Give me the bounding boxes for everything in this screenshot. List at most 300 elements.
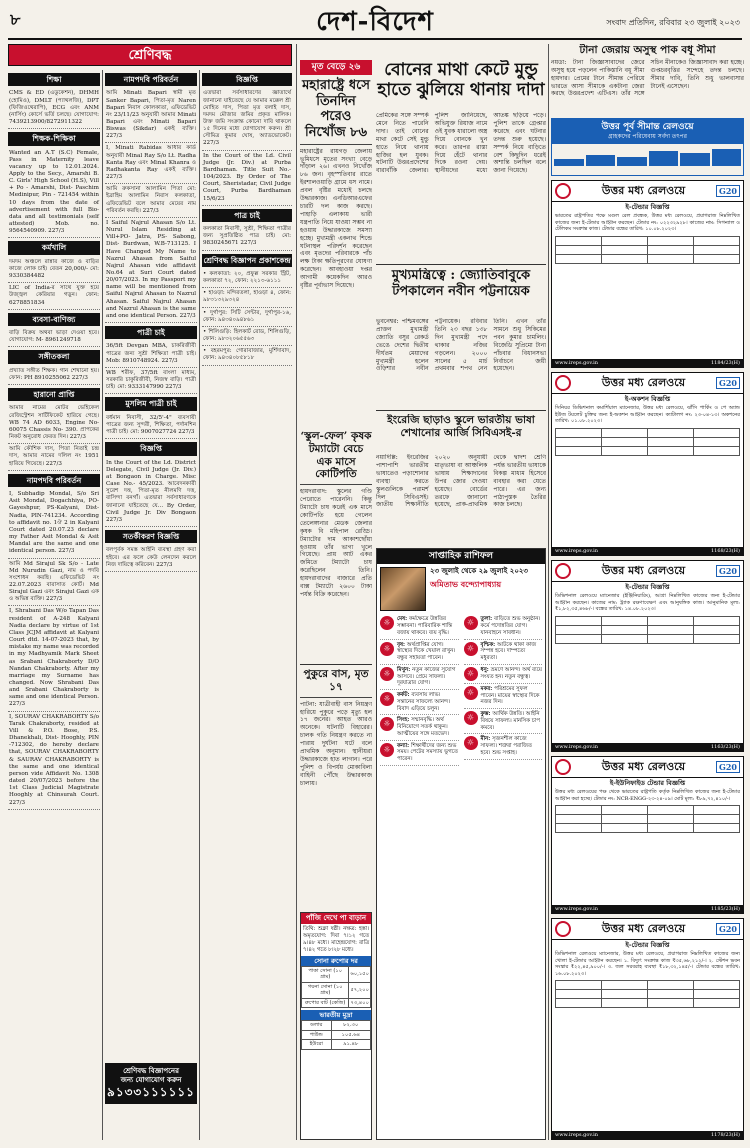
nfr-ad <box>551 118 744 176</box>
notice-table-cell <box>648 428 694 437</box>
classifieds-column-2 <box>105 70 197 1050</box>
landslide-headline: মহারাষ্ট্রে ধসে তিনদিন পরেও নিখোঁজ ৮৬ <box>302 78 370 141</box>
notice-table-cell <box>602 824 648 833</box>
rate-cell: পাউন্ড <box>302 1030 332 1040</box>
notice-body: ডিভিশনাল রেলওয়ে ম্যানেজার (ইঞ্জিনিয়ারিং), আগ্রা নিম্নলিখিত কাজের জন্য ই-টেন্ডার আহ্বান করছেন। কাজের নাম: ট্র্যাক রক্ষণাবেক্ষণ এবং আনুষঙ্গিক কাজ। আনুমানিক মূল্য: ₹১,৮২,৩৫,৪৬৮/-। বন্ধের তারিখ: ১৪.০৮.২০২৩। <box>555 593 740 613</box>
sign-prediction: নতুন কাজের সুযোগ আসবে। প্রেমে সাফল্য। দূরযাত্রার যোগ। <box>397 666 456 687</box>
gold-rate-table <box>301 966 371 1009</box>
notice-table-cell <box>648 815 694 824</box>
zodiac-icon: ☼ <box>464 686 478 700</box>
classified-ad: দমদম অঞ্চলে রান্নার কাজে ও বাড়ির কাজে লোক চাই। বেতন 20,000/- মো: 9330384482 <box>8 257 100 283</box>
panjika-box <box>300 912 372 1140</box>
sign-name: বৃশ্চিক: <box>480 641 497 648</box>
classified-ad: বলপূর্বক সমস্ত আইনি ব্যবস্থা গ্রহণ করা হইবে। এর ফলে কেউ লেনদেন করলে নিজ দায়িত্বে করিবেন। 227/3 <box>105 545 197 571</box>
rate-row <box>302 1040 371 1050</box>
panjika-title: পাঁজি দেখে পা বাড়ান <box>301 913 371 924</box>
notice-table-row <box>556 824 740 833</box>
promo-line-1: শ্রেণিবদ্ধ বিজ্ঞাপনের <box>123 1066 179 1075</box>
horoscope-text <box>481 642 543 662</box>
zodiac-icon: ☼ <box>380 642 394 656</box>
railway-logo-icon <box>555 921 571 937</box>
classified-ad: I, Subhadip Mondal, S/o Sri Asit Mondal, Dogachhiya, PO- Gayeshpur, PS-Kalyani, Dist- Nadia, PIN-741234. According to affidavit no. 1ঔ 2 in Kalyani Court dated 20.07.23 declare my Father Asit Mondal & Asit Mandal are the same and one identical person. 227/3 <box>8 489 100 558</box>
notice-table-cell <box>602 437 648 446</box>
notice-table-cell <box>602 446 648 455</box>
railway-logo-icon <box>555 183 571 199</box>
story-cbse <box>376 454 546 544</box>
bus-body: পাটনা: যাত্রীবাহী বাস নিয়ন্ত্রণ হারিয়ে পুকুরে পড়ে মৃত্যু হল ১৭ জনের। আহত আরও অনেকে। ঘটনাটি বিহারের। চালক গতি নিয়ন্ত্রণ করতে না পারায় দুর্ঘটনা ঘটে বলে প্রাথমিক অনুমান। স্থানীয়রা উদ্ধারকাজে হাত লাগান। পরে পুলিশ ও বিপর্যয় মোকাবিলা বাহিনী পৌঁছে উদ্ধারকাজ চালায়। <box>300 700 372 787</box>
horoscope-text <box>397 616 459 636</box>
classified-ad: In the Court of the Ld. Civil Judge (Jr. Div.) at Purba Bardhaman. Title Suit No.- 104/2023. By Order of The Court, Sheristadar, Civil Judge Court, Purba Bardhaman 15/6/23 <box>202 151 292 206</box>
classifieds-column-1 <box>8 70 100 1140</box>
promo-line-2: জন্য যোগাযোগ করুন <box>120 1074 182 1084</box>
classified-category-heading: শ্রেণিবদ্ধ বিজ্ঞাপন প্রকাশকেন্দ্র <box>202 254 292 267</box>
story-cbse-headline-box <box>376 414 546 452</box>
sign-prediction: সৃজনশীল কাজে সাফল্য। শত্রুরা পরাজিত হবে। শুভ সপ্তাহ। <box>480 736 532 756</box>
sign-name: সিংহ: <box>397 717 412 724</box>
notice-table-row <box>556 245 740 254</box>
notice-table-cell <box>602 254 648 263</box>
classified-ad: আমি Minati Bapari স্বামী মৃত Sanker Bapari, পিতা-মৃত Naren Bapari নিবাস কোলকাতা, এফিডেভিট নং 23/11/23 অনুযায়ী আমার Minati Bapari এবং Minati Bapari Biswas (Sikdar) একই ব্যক্তি। 227/3 <box>105 88 197 143</box>
notice-table-cell <box>556 245 602 254</box>
notice-table-cell <box>694 437 740 446</box>
notice-table-row <box>556 806 740 815</box>
rate-row <box>302 982 371 998</box>
notice-website: www.ireps.gov.in <box>555 905 598 912</box>
notice-table-row <box>556 815 740 824</box>
notice-table-cell <box>694 236 740 245</box>
horoscope-sign <box>380 614 459 639</box>
horoscope-text <box>481 686 543 706</box>
rate-cell: গয়না সোনা (১০ গ্রাম) <box>302 982 349 998</box>
classified-ad: LIC of India-র সাথে যুক্ত হয়ে উজ্জ্বল কেরিয়ার গড়ুন। ফোন: 6278851834 <box>8 283 100 309</box>
panjika-text: তিথি: শুক্লা ষষ্ঠী। নক্ষত্র: হস্তা। অমৃতযোগ: দিবা ৭।১২ গতে ৯।৪৮ মধ্যে। মাহেন্দ্রযোগ: রাত্রি ৭।৪২ গতে ৮।২৮ মধ্যে। <box>303 925 369 953</box>
classified-ad: এতদ্বারা সর্বসাধারণের জ্ঞাতার্থে জানানো যাইতেছে যে আমার মক্কেল শ্রী মোহিত দাস, পিতা মৃত বলাই দাস, দমদম মৌজার জমির প্রকৃত মালিক। উক্ত জমি সংক্রান্ত কোনো দাবি থাকলে ১৫ দিনের মধ্যে যোগাযোগ করুন। শ্রী সৌমিত্র কুমার ঘোষ, অ্যাডভোকেট। 227/3 <box>202 88 292 150</box>
notice-table-cell <box>556 437 602 446</box>
sign-prediction: বাড়িতে শুভ অনুষ্ঠান। কর্মে পদোন্নতির যোগ। যানবাহনে সাবধান। <box>480 616 541 636</box>
tomato-headline: ‘স্কুল-ফেল’ কৃষক টম্যাটো বেচে এক মাসে কোটিপতি <box>300 430 372 481</box>
notice-table <box>555 236 740 264</box>
notice-table-cell <box>648 625 694 634</box>
notice-table-cell <box>694 999 740 1008</box>
notice-website: www.ireps.gov.in <box>555 547 598 554</box>
promo-phone: ৯১৩৩১১১১১১ <box>107 1084 195 1099</box>
classified-category-heading: নামপদবি পরিবর্তন <box>105 73 197 86</box>
sister-body: প্রেমিকের সঙ্গে সম্পর্ক মেনে নিতে পারেনি দাদা। তাই বোনের মাথা কেটে সেই মুন্ডু হাতে নিয়ে থানায় হাজির হল যুবক। ঘটনাটি উত্তরপ্রদেশের বারাবাঁকি জেলার। পুলিশ জানিয়েছে, অভিযুক্ত রিয়াজ নামে ওই যুবক ধারালো অস্ত্র দিয়ে বোনকে খুন করে। তারপর রাস্তা দিয়ে হেঁটে থানার দিকে রওনা দেয়। স্থানীয়দের মধ্যে আতঙ্ক ছড়িয়ে পড়ে। পুলিশ তাকে গ্রেপ্তার করেছে এবং ঘটনার তদন্ত শুরু হয়েছে। সম্পর্ক নিয়ে বাড়িতে বেশ কিছুদিন ধরেই অশান্তি চলছিল বলে জানা গিয়েছে। <box>376 112 546 175</box>
classified-category-heading: কর্মখালি <box>8 241 100 254</box>
notice-table-cell <box>556 999 602 1008</box>
g20-logo-icon: G20 <box>716 185 740 197</box>
railway-header <box>552 757 743 778</box>
railway-name: উত্তর মধ্য রেলওয়ে <box>601 760 686 774</box>
notice-table-cell <box>648 981 694 990</box>
seema-headline: টানা জেরায় অসুস্থ পাক বধূ সীমা <box>579 44 716 56</box>
classified-ad: বাড়ি বিক্রয় অথবা ভাড়া দেওয়া হবে। যোগাযোগ: M- 8961249718 <box>8 328 100 347</box>
classified-promo <box>105 1060 197 1140</box>
notice-table-cell <box>694 616 740 625</box>
currency-table <box>301 1020 371 1050</box>
railway-header <box>552 181 743 202</box>
sister-headline: বোনের মাথা কেটে মুন্ডু হাতে ঝুলিয়ে থানায় দাদা <box>377 60 545 101</box>
notice-table-cell <box>694 981 740 990</box>
horoscope-text <box>481 711 543 731</box>
railway-notice <box>551 560 744 752</box>
sign-prediction: কর্মক্ষেত্রে উন্নতির সম্ভাবনা। পারিবারিক শান্তি বজায় থাকবে। ব্যয় বৃদ্ধি। <box>397 616 453 636</box>
classifieds-banner: শ্রেণিবদ্ধ <box>8 44 292 66</box>
rate-row <box>302 998 371 1008</box>
rate-cell: ৯১.৪৮ <box>331 1040 370 1050</box>
classified-ad: I, Minati Rabidas আধার কার্ড অনুযায়ী Minal Ray S/o Lt. Radha Kanta Ray এবং Minal Khanra ও Radhakanta Ray একই ব্যক্তি। 227/3 <box>105 143 197 184</box>
notice-code: 1168/23(H) <box>710 547 740 554</box>
edition-info: সংবাদ প্রতিদিন, রবিবার ২৩ জুলাই ২০২৩ <box>606 18 740 27</box>
notice-table <box>555 428 740 456</box>
horoscope-list <box>377 614 545 766</box>
rate-cell: ১০৫.৬৪ <box>331 1030 370 1040</box>
notice-table-cell <box>556 616 602 625</box>
notice-website: www.ireps.gov.in <box>555 359 598 366</box>
notice-table-cell <box>556 824 602 833</box>
railway-header <box>552 919 743 940</box>
classified-ad: • কলকাতা: ২০, প্রফুল্ল সরকার স্ট্রিট, কলকাতা ৭২, ফোন: ২২১৩-৬১১১ <box>202 269 292 288</box>
classified-category-heading: ব্যবসা-বাণিজ্য <box>8 313 100 326</box>
notice-table-cell <box>602 981 648 990</box>
rate-row <box>302 966 371 982</box>
notice-code: 1185/23(H) <box>710 905 740 912</box>
classified-ad: • দুর্গাপুর: সিটি সেন্টার, দুর্গাপুর-১৬, ফোন: ৯৪৩৪০৯৪৮৬১ <box>202 308 292 327</box>
notice-table-cell <box>694 815 740 824</box>
currency-title: ভারতীয় মুদ্রা <box>301 1010 371 1020</box>
notice-table-cell <box>556 815 602 824</box>
notice-table-cell <box>694 254 740 263</box>
zodiac-icon: ☼ <box>380 667 394 681</box>
notice-table-cell <box>694 446 740 455</box>
zodiac-icon: ☼ <box>380 692 394 706</box>
classified-ad: I, Shrabani Das W/o Tapan Das resident of A-248 Kalyani Nadia declare by virtue of 1st Class JCJM affidavit at Kalyani Court dtd. 14-07-2023 that, by mistake my name was recorded in my Madhyamik Mark Sheet as Srabani Chakraborty D/O Nandan Chakraborty. After my marriage my Surname has changed. Now Shrabani Das and Srabani Chakraborty is same and one identical Person. 227/3 <box>8 606 100 711</box>
classified-category-heading: শিক্ষা <box>8 73 100 86</box>
naveen-headline: মুখ্যমন্ত্রিত্বে : জ্যোতিবাবুকে টপকালেন নবীন পট্টনায়েক <box>391 268 531 299</box>
classified-category-heading: হারানো প্রাপ্তি <box>8 388 100 401</box>
notice-table-cell <box>694 625 740 634</box>
notice-table <box>555 616 740 644</box>
notice-table-row <box>556 437 740 446</box>
nfr-ad-graphic <box>552 146 743 168</box>
horoscope-box <box>376 548 546 1140</box>
railway-notice <box>551 180 744 368</box>
masthead <box>8 6 742 40</box>
zodiac-icon: ☼ <box>380 743 394 757</box>
railway-logo-icon <box>555 375 571 391</box>
notice-type: ই-টেন্ডার বিজ্ঞপ্তি <box>625 583 670 591</box>
classified-ad: কলকাতা নিবাসী, সুশ্রী, শিক্ষিতা পাত্রীর জন্য সুপ্রতিষ্ঠিত পাত্র চাই। মো: 9830245671 227/3 <box>202 224 292 250</box>
notice-table-row <box>556 236 740 245</box>
rate-cell: রুপোর বাট (কেজি) <box>302 998 349 1008</box>
classified-ad: 36/5ft Devgan MBA, চাকরিজীবী পাত্রের জন্য সুশ্রী শিক্ষিতা পাত্রী চাই। Mob: 8910748924. 227/3 <box>105 341 197 367</box>
horoscope-sign <box>380 665 459 690</box>
notice-table-row <box>556 428 740 437</box>
classified-category-heading: নামপদবি পরিবর্তন <box>8 474 100 487</box>
zodiac-icon: ☼ <box>464 642 478 656</box>
classified-ad: WB শরীফ, 37/5ft বাংলা মাধ্যম, সরকারি চাকুরিজীবী, নিজস্ব বাড়ি। পাত্রী চাই। মো: 9333147990 227/3 <box>105 368 197 394</box>
rate-cell: ৫৭,২০০ <box>349 982 371 998</box>
g20-logo-icon: G20 <box>716 565 740 577</box>
sign-prediction: পরিশ্রমের সুফল পাবেন। মায়ের স্বাস্থ্যের দিকে নজর দিন। <box>480 685 540 706</box>
notice-body: ভারতের রাষ্ট্রপতির পক্ষে মণ্ডল রেল প্রবন্ধক, উত্তর মধ্য রেলওয়ে, প্রয়াগরাজ নিম্নলিখিত কাজের জন্য ই-টেন্ডার আহ্বান করছেন। টেন্ডার নং: ০২২৩২৯২৮। কাজের নাম: সিগন্যাল ও টেলিকম সংক্রান্ত কাজ। টেন্ডার বন্ধের তারিখ: ১০.০৮.২০২৩। <box>555 213 740 233</box>
zodiac-icon: ☼ <box>464 616 478 630</box>
railway-name: উত্তর মধ্য রেলওয়ে <box>601 564 686 578</box>
notice-table-cell <box>602 990 648 999</box>
death-toll-tag: মৃত বেড়ে ২৬ <box>300 60 372 75</box>
horoscope-text <box>397 642 459 662</box>
notice-table-cell <box>648 437 694 446</box>
astrologer-photo <box>380 567 426 611</box>
railway-name: উত্তর মধ্য রেলওয়ে <box>601 184 686 198</box>
notice-table-cell <box>602 625 648 634</box>
classified-ad: আমি Md Sirajul Sk S/o - Late Md Nurudin Gazi, নাম ও পদবি সংশোধন করছি। এফিডেভিট নং 22.07.2023 বারাসাত কোর্ট। Md Sirajul Gazi এবং Sirajul Gazi এক ও অভিন্ন ব্যক্তি। 227/3 <box>8 559 100 607</box>
classified-category-heading: শিক্ষক-শিক্ষিকা <box>8 132 100 145</box>
classified-ad: প্রখ্যাত সঙ্গীত শিক্ষক। গান শেখানো হয়। ফোন: PH 8910255062 227/3 <box>8 366 100 385</box>
zodiac-icon: ☼ <box>380 616 394 630</box>
notice-table-cell <box>648 806 694 815</box>
notice-table-cell <box>648 236 694 245</box>
notice-table-row <box>556 634 740 643</box>
classified-category-heading: বিজ্ঞপ্তি <box>202 73 292 86</box>
classified-ad: আমার নামের মোটর ভেহিকেল রেজিস্ট্রেশন সার্টিফিকেট হারিয়ে গেছে। WB 74 AD 6033, Engine No- 60075 Chassis No- 390. প্রাপকের নিকট অনুরোধ ফেরত দিন। 227/3 <box>8 403 100 444</box>
page-number: ৮ <box>10 10 21 29</box>
story-seema <box>551 44 744 114</box>
rate-row <box>302 1021 371 1031</box>
notice-table-cell <box>556 981 602 990</box>
rate-cell: ৭৩,৪০০ <box>350 999 369 1006</box>
cbse-body: নয়াদিল্লি: ইংরেজির পাশাপাশি ভারতীয় ভাষাতেও পড়াশোনার ব্যবস্থা করতে স্কুলগুলিকে পরামর্শ দিল সিবিএসই। জাতীয় শিক্ষানীতি ২০২০ অনুযায়ী মাতৃভাষা বা আঞ্চলিক ভাষায় শিক্ষাদানের উপর জোর দেওয়া হয়েছে। বোর্ডের তরফে জানানো হয়েছে, প্রাক-প্রাথমিক থেকে দ্বাদশ শ্রেণি পর্যন্ত ভারতীয় ভাষাকে বিকল্প মাধ্যম হিসেবে ব্যবহার করা যেতে পারে। এর জন্য পাঠ্যপুস্তক তৈরির কাজ চলছে। <box>376 454 546 509</box>
classified-ad: আমি কৌশিক দাস, পিতা নিতাই চন্দ্র দাস, আমার নামের দলিল নং 1951 হারিয়ে গিয়েছে। 227/3 <box>8 444 100 470</box>
sign-name: কন্যা: <box>397 742 411 749</box>
railway-notice <box>551 918 744 1140</box>
notice-table-row <box>556 981 740 990</box>
rate-cell: ৬০,১৫০ <box>349 966 371 982</box>
notice-table-row <box>556 446 740 455</box>
notice-table-cell <box>602 634 648 643</box>
notice-table-row <box>556 616 740 625</box>
sign-name: তুলা: <box>480 616 494 623</box>
notice-table-cell <box>648 446 694 455</box>
horoscope-sign <box>380 640 459 665</box>
notice-footer <box>552 547 743 555</box>
notice-code: 1184/23(H) <box>710 359 740 366</box>
classified-ad: I Saiful Najrul Ahasan S/o Lt. Nurul Islam Residing at Vill+PO- Jatra, PS- Sabong, Dist- Burdwan, W.B-713125. I Have Changed My Name to Nazrul Ahasan from Saiful Najrul Ahasan vide affidavit No.64 at Suri Court dated 20/07/2023. In my Passport my name will be mentioned from Saiful Najrul Ahasan to Nazrul Ahasan. Saiful Najrul Ahasan and Nazrul Ahasan is the same and one identical Person. 227/3 <box>105 218 197 323</box>
notice-table-cell <box>556 254 602 263</box>
notice-table-row <box>556 625 740 634</box>
notice-table-cell <box>556 634 602 643</box>
notice-footer <box>552 1131 743 1139</box>
notice-footer <box>552 743 743 751</box>
notice-table-cell <box>602 806 648 815</box>
notice-table-cell <box>694 806 740 815</box>
notice-table-cell <box>602 815 648 824</box>
horoscope-sign <box>380 715 459 740</box>
classifieds-column-3 <box>202 70 292 1140</box>
bus-headline: পুকুরে বাস, মৃত ১৭ <box>303 668 369 693</box>
classified-ad: CMS & ED (এডুকেশন), DHMH (হোমিও), DMLT (প্যাথলজি), DPT (ফিজিওথেরাপি), ECG এবং ANM (নার্সিং) কোর্সে ভর্তি চলছে। যোগাযোগ: 7439213900/8272911322 <box>8 88 100 129</box>
rate-cell: ডলার <box>302 1021 332 1031</box>
classified-category-heading: সঙ্গীতকলা <box>8 350 100 363</box>
notice-body: ডিভিশনাল রেলওয়ে ম্যানেজার, উত্তর মধ্য রেলওয়ে, প্রয়াগরাজ নিম্নলিখিত কাজের জন্য খোলা ই-টেন্ডার আহ্বান করছেন। ১. বিদ্যুৎ সংক্রান্ত কাজ ₹৩৫,৬৮,২১২/-। ২. স্টেশন ভবন সংস্কার ₹২২,৪৫,৯০০/-। ৩. জল সরবরাহ ব্যবস্থা ₹১৮,৩২,১৪৫/-। টেন্ডার বন্ধের তারিখ: ১৬.০৮.২০২৩। <box>555 951 740 977</box>
sign-name: মিথুন: <box>397 666 413 673</box>
notice-table-cell <box>648 990 694 999</box>
railway-name: উত্তর মধ্য রেলওয়ে <box>601 376 686 390</box>
notice-table-cell <box>556 806 602 815</box>
notice-body: উত্তর মধ্য রেলওয়ের পক্ষ থেকে ভারতের রাষ্ট্রপতি কর্তৃক নিম্নলিখিত কাজের জন্য ই-টেন্ডার আহ্বান করা হচ্ছে। টেন্ডার নং: NCR-ENGG-২৩-২৪-০৯। মোট মূল্য: ₹৮৯,৭২,৪১০/-। <box>555 789 740 802</box>
notice-table-cell <box>602 236 648 245</box>
horoscope-text <box>397 667 459 687</box>
classified-ad: Wanted an A.T (S.C) Female, Pass in Maternity leave vacancy up to 12.01.2024. Apply to the Secy., Amarshi B. C. Girls' High School (H.S), Vill + Po - Amarshi, Dist- Paschim Medinipur, Pin - 721454 within 10 days from the date of advertisement with full Bio-data and all testimonials (self attested) Mob. no. 9564540909. 227/3 <box>8 148 100 239</box>
notice-table-cell <box>694 634 740 643</box>
horoscope-sign <box>464 684 543 709</box>
railway-logo-icon <box>555 563 571 579</box>
notice-table-cell <box>648 245 694 254</box>
notice-table-cell <box>648 999 694 1008</box>
notice-table-cell <box>602 245 648 254</box>
notice-table-cell <box>602 999 648 1008</box>
landslide-body: মহারাষ্ট্রের রায়গড় জেলায় ভূমিধসে মৃতের সংখ্যা বেড়ে দাঁড়াল ২৬। এখনও নিখোঁজ ৮৬ জন। বৃহস্পতিবার রাতে ইরশালওয়াড়ি গ্রামে ধস নামে। প্রবল বৃষ্টির মধ্যেই চলছে উদ্ধারকাজ। এনডিআরএফের চারটি দল কাজ করছে। পাহাড়ি এলাকায় ভারী যন্ত্রপাতি নিয়ে যাওয়া সম্ভব না হওয়ায় উদ্ধারকাজে সমস্যা হচ্ছে। মুখ্যমন্ত্রী একনাথ শিন্ডে ঘটনাস্থল পরিদর্শন করেছেন এবং মৃতদের পরিবারকে পাঁচ লক্ষ টাকা ক্ষতিপূরণের ঘোষণা করেছেন। আবহাওয়া দপ্তর আগামী কয়েকদিন আরও বৃষ্টির পূর্বাভাস দিয়েছে। <box>300 147 372 290</box>
notice-footer <box>552 359 743 367</box>
g20-logo-icon: G20 <box>716 377 740 389</box>
sign-name: বৃষ: <box>397 641 407 648</box>
sign-name: কর্কট: <box>397 692 412 698</box>
classified-ad: I, SOURAV CHAKRABORTY S/o Tarak Chakraborty, resided at Vill & P.O. Bose, P.S. Dhanekhali, Dist- Hooghly, PIN -712302, do hereby declare that, SOURAV CHAKRABORTY & SAURAV CHAKRABORTY is the same and one identical person vide Affidavit No. 1308 dated 20/07/2023 before the 1st Class Judicial Magistrate Hooghly at Chinsurah Court. 227/3 <box>8 712 100 810</box>
notice-table-cell <box>602 616 648 625</box>
horoscope-sign <box>380 741 459 766</box>
notice-table-cell <box>694 990 740 999</box>
classified-category-heading: সতর্কীকরণ বিজ্ঞপ্তি <box>105 530 197 543</box>
notice-table-cell <box>556 428 602 437</box>
sign-prediction: অর্থপ্রাপ্তির যোগ। স্বাস্থ্যের দিকে খেয়াল রাখুন। বন্ধুর সহায়তা পাবেন। <box>397 641 456 661</box>
sign-prediction: আটকে থাকা কাজ সম্পন্ন হবে। দাম্পত্যে মধুরতা। <box>480 641 537 661</box>
notice-type: ই-টেন্ডার বিজ্ঞপ্তি <box>625 941 670 949</box>
section-title: দেশ-বিদেশ <box>316 7 434 37</box>
horoscope-text <box>397 717 459 737</box>
railway-name: উত্তর মধ্য রেলওয়ে <box>601 922 686 936</box>
horoscope-sign <box>464 665 543 684</box>
notice-table-cell <box>556 446 602 455</box>
railway-notice <box>551 372 744 556</box>
story-sister <box>376 112 546 262</box>
notice-table-cell <box>694 824 740 833</box>
astrologer-name: অমিতাভ বন্দ্যোপাধ্যায় <box>430 579 502 589</box>
notice-type: ই-অকশন বিজ্ঞপ্তি <box>624 395 671 403</box>
notice-code: 1163/23(H) <box>710 743 740 750</box>
horoscope-text <box>397 743 459 763</box>
story-naveen-headline-box <box>376 268 546 316</box>
notice-type: ই-টেন্ডার বিজ্ঞপ্তি <box>625 203 670 211</box>
notice-type: ই-ইউনিফাইড টেন্ডার বিজ্ঞপ্তি <box>609 779 686 787</box>
classified-ad: • বহরমপুর: গোরাবাজার, মুর্শিদাবাদ, ফোন: ৯৪৩৪০৮৫৮১৮ <box>202 346 292 365</box>
zodiac-icon: ☼ <box>464 736 478 750</box>
rate-cell: পাকা সোনা (১০ গ্রাম) <box>302 966 349 982</box>
horoscope-sign <box>464 734 543 759</box>
sign-name: মকর: <box>480 685 495 692</box>
horoscope-date-range: ২৩ জুলাই থেকে ২৯ জুলাই ২০২৩ <box>430 566 528 576</box>
notice-table-row <box>556 990 740 999</box>
g20-logo-icon: G20 <box>716 761 740 773</box>
classified-ad: আমি রুকসানা আলামিন পিতা মো: ইব্রাহিম আলামিন নিবাস কলকাতা, এফিডেভিট বলে আমার মেয়ের নাম পরিবর্তন করছি। 227/3 <box>105 184 197 218</box>
notice-body: সিনিয়র ডিভিশনাল কমার্শিয়াল ম্যানেজার, উত্তর মধ্য রেলওয়ে, ঝাঁসি পার্কিং ও পে অ্যান্ড ইউজ টয়লেট চুক্তির জন্য ই-অকশন আহ্বান করছেন। ক্যাটালগ নং: ২৩-০৪-১৩। অকশনের তারিখ: ০১.০৮.২০২৩। <box>555 405 740 425</box>
sign-name: কুম্ভ: <box>480 711 493 717</box>
classified-category-heading: বিজ্ঞপ্তি <box>105 442 197 455</box>
nfr-ad-title: উত্তর পূর্ব সীমান্ত রেলওয়ে <box>601 122 694 132</box>
classified-category-heading: মুসলিম পাত্রী চাই <box>105 397 197 410</box>
notice-table-cell <box>602 428 648 437</box>
notice-code: 1178/23(H) <box>710 1131 740 1138</box>
notice-table-cell <box>556 236 602 245</box>
notice-table-cell <box>556 625 602 634</box>
horoscope-sign <box>380 690 459 715</box>
classified-ad: • হাওড়া: মন্দিরতলা, হাওড়া ৪, ফোন: ৯৮৩১৩২৯৩২৪ <box>202 288 292 307</box>
sign-name: মীন: <box>480 736 493 743</box>
horoscope-text <box>481 736 543 756</box>
classified-category-heading: পাত্র চাই <box>202 209 292 222</box>
sign-prediction: ভ্রমণে আনন্দ। অর্থ ব্যয়ে সংযত হন। নতুন বন্ধুত্ব। <box>480 666 542 680</box>
notice-table <box>555 805 740 833</box>
rate-cell: ইউরো <box>302 1040 332 1050</box>
railway-header <box>552 561 743 582</box>
zodiac-icon: ☼ <box>464 711 478 725</box>
classified-ad: • শিলিগুড়ি: হিলকার্ট রোড, শিলিগুড়ি, ফোন: ৯৮৩২০৬৫৫৬৩ <box>202 327 292 346</box>
classified-ad: বর্ধমান নিবাসী, 32/5'-4" ব্যবসায়ী পাত্রের জন্য সুন্দরী, শিক্ষিতা, পর্দানশিন পাত্রী চাই। মো: 9007027724 227/3 <box>105 413 197 439</box>
seema-body: নয়ডা: টানা জিজ্ঞাসাবাদের জেরে অসুস্থ হয়ে পড়লেন পাকিস্তানি বধূ সীমা হায়দার। প্রেমের টানে সীমান্ত পেরিয়ে ভারতে আসা সীমাকে একটানা জেরা করছে উত্তরপ্রদেশ এটিএস। তাঁর সঙ্গে সচিন মীনাকেও জিজ্ঞাসাবাদ করা হচ্ছে। গুপ্তচরবৃত্তির সন্দেহে তদন্ত চলছে। সীমার দাবি, তিনি শুধু ভালবাসার টানেই এসেছেন। <box>551 58 744 98</box>
zodiac-icon: ☼ <box>380 717 394 731</box>
notice-table-cell <box>648 824 694 833</box>
tomato-body: হায়দরাবাদ: স্কুলের গণ্ডি পেরোতে পারেননি। কিন্তু টম্যাটো চাষ করেই এক মাসে কোটিপতি হয়ে গেলেন তেলেঙ্গানার মেডক জেলার কৃষক বি মহিপাল রেড্ডি। টম্যাটোর দাম আকাশছোঁয়া হওয়ায় তাঁর ভাগ্য খুলে গিয়েছে। প্রায় আট একর জমিতে টম্যাটো চাষ করেছিলেন তিনি। হায়দরাবাদের বাজারে প্রতি বাক্স টম্যাটো ২৬০০ টাকা পর্যন্ত বিক্রি করেছেন। <box>300 488 372 598</box>
nfr-ad-subtitle: গ্রাহকদের পরিষেবায় সর্বদা তৎপর <box>608 133 687 141</box>
notice-footer <box>552 905 743 913</box>
g20-logo-icon: G20 <box>716 923 740 935</box>
zodiac-icon: ☼ <box>464 667 478 681</box>
sign-prediction: আর্থিক উন্নতি। আইনি বিষয়ে সাফল্য। মানসিক চাপ কমবে। <box>480 711 540 731</box>
notice-table-row <box>556 999 740 1008</box>
notice-table-cell <box>694 245 740 254</box>
sign-name: মেষ: <box>397 616 410 623</box>
horoscope-sign <box>464 614 543 639</box>
notice-website: www.ireps.gov.in <box>555 1131 598 1138</box>
sign-name: ধনু: <box>480 666 491 673</box>
horoscope-text <box>481 616 543 636</box>
notice-table <box>555 980 740 1008</box>
railway-logo-icon <box>555 759 571 775</box>
sign-prediction: সম্মানবৃদ্ধি। অর্থ বিনিয়োগে সতর্ক থাকুন। আত্মীয়ের সঙ্গে মতভেদ। <box>397 717 450 737</box>
cbse-headline: ইংরেজি ছাড়াও স্কুলে ভারতীয় ভাষা শেখানোর আর্জি সিবিএসই-র <box>387 414 535 439</box>
horoscope-text <box>481 667 543 681</box>
gold-rate-title: সোনা রুপোর দর <box>301 956 371 966</box>
sign-prediction: শিক্ষার্থীদের জন্য শুভ সময়। পেটের সমস্যায় ভুগতে পারেন। <box>397 742 458 762</box>
story-tomato <box>300 430 372 660</box>
horoscope-sign <box>464 709 543 734</box>
notice-website: www.ireps.gov.in <box>555 743 598 750</box>
rate-cell: ৮২.৩০ <box>331 1021 370 1031</box>
horoscope-banner: সাপ্তাহিক রাশিফল <box>377 549 545 564</box>
notice-table-cell <box>648 254 694 263</box>
story-bus <box>300 668 372 908</box>
notice-table-row <box>556 254 740 263</box>
story-naveen <box>376 318 546 408</box>
notice-table-cell <box>556 990 602 999</box>
sign-prediction: ব্যবসায় লাভ। সন্তানের সাফল্যে আনন্দ। বিবাদ এড়িয়ে চলুন। <box>397 692 451 712</box>
horoscope-text <box>397 692 459 712</box>
story-sister-headline-box <box>376 60 546 110</box>
rate-row <box>302 1030 371 1040</box>
railway-notice <box>551 756 744 914</box>
railway-header <box>552 373 743 394</box>
classified-ad: In the Court of the Ld. District Delegate, Civil Judge (Jr. Div.) at Bongaon in Charge. Misc Case No.- 45/2023. আবেদনকারী সুরেশ দত্ত, পিতা-মৃত নীলমণি দত্ত, বাসিন্দা বনগাঁ। এতদ্বারা সর্বসাধারণকে জানানো যাইতেছে যে... By Order, Civil Judge Jr. Div Bongaon 227/3 <box>105 458 197 527</box>
horoscope-sign <box>464 640 543 665</box>
